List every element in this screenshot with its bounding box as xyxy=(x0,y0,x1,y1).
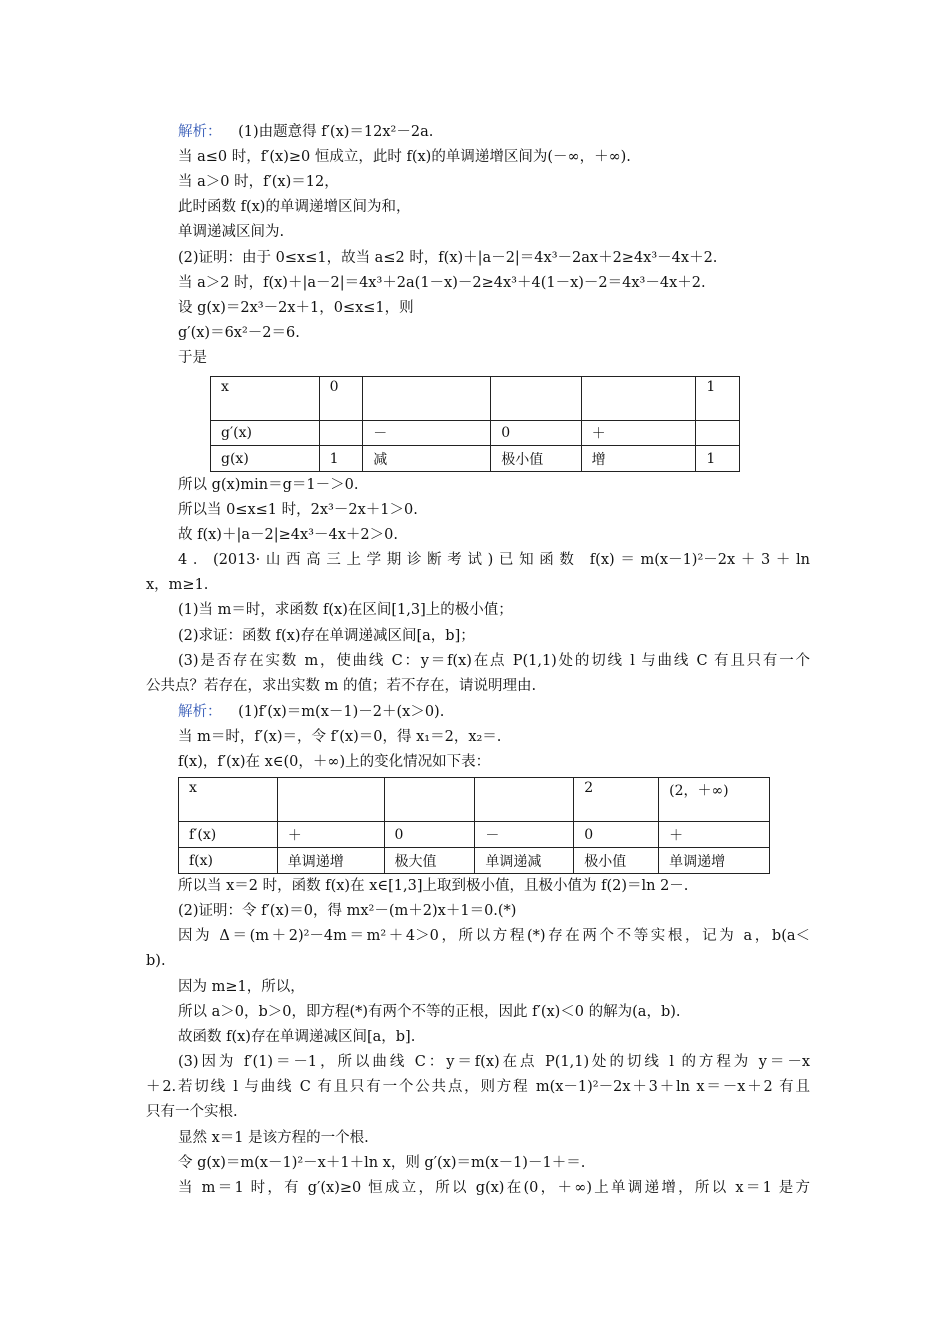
text-line: (2)证明：令 f′(x)＝0，得 mx²－(m＋2)x＋1＝0.(*) xyxy=(178,903,517,919)
text-line: 所以当 0≤x≤1 时，2x³－2x＋1＞0. xyxy=(178,502,418,518)
problem-statement: 4．(2013·山西高三上学期诊断考试)已知函数 f(x)＝m(x－1)²－2x＋3＋ln xyxy=(178,552,810,568)
table-row: g′(x) － 0 ＋ xyxy=(211,421,740,446)
text-line: 只有一个实根. xyxy=(146,1104,238,1120)
text-line: 显然 x＝1 是该方程的一个根. xyxy=(178,1130,369,1146)
text-line: 因为 Δ＝(m＋2)²－4m＝m²＋4＞0，所以方程(*)存在两个不等实根，记为 a，b(a＜ xyxy=(178,928,810,944)
text-line: 当 m＝时，f′(x)＝，令 f′(x)＝0，得 x₁＝2，x₂＝. xyxy=(178,729,502,745)
text-line: 因为 m≥1，所以， xyxy=(178,979,305,995)
text-line: (2)求证：函数 f(x)存在单调递减区间[a，b]； xyxy=(178,628,475,644)
text-line: 当 a≤0 时，f′(x)≥0 恒成立，此时 f(x)的单调递增区间为(－∞，＋∞). xyxy=(178,149,631,165)
text-line: 令 g(x)＝m(x－1)²－x＋1＋ln x，则 g′(x)＝m(x－1)－1＋＝. xyxy=(178,1155,586,1171)
solution-label: 解析： xyxy=(178,704,222,720)
text-line: (3)因为 f′(1)＝－1，所以曲线 C：y＝f(x)在点 P(1,1)处的切线 l 的方程为 y＝－x xyxy=(178,1054,810,1070)
text-line: 当 m＝1 时，有 g′(x)≥0 恒成立，所以 g(x)在(0，＋∞)上单调递增，所以 x＝1 是方 xyxy=(178,1180,810,1196)
text-line: (2)证明：由于 0≤x≤1，故当 a≤2 时，f(x)＋|a－2|＝4x³－2ax＋2≥4x³－4x＋2. xyxy=(178,250,718,266)
text-line: 所以当 x＝2 时，函数 f(x)在 x∈[1,3]上取到极小值，且极小值为 f(2)＝ln 2－. xyxy=(178,878,689,894)
text-line: 设 g(x)＝2x³－2x＋1，0≤x≤1，则 xyxy=(178,300,414,316)
text-line: 所以 g(x)min＝g＝1－＞0. xyxy=(178,477,359,493)
solution-line: 解析： (1)由题意得 f′(x)＝12x²－2a. xyxy=(178,124,434,140)
table-row: f′(x) ＋ 0 － 0 ＋ xyxy=(179,822,770,848)
solution-line: 解析： (1)f′(x)＝m(x－1)－2＋(x＞0). xyxy=(178,704,445,720)
text-line: 于是 xyxy=(178,350,207,366)
g-variation-table xyxy=(210,376,740,472)
text-line: ＋2.若切线 l 与曲线 C 有且只有一个公共点，则方程 m(x－1)²－2x＋3＋ln x＝－x＋2 有且 xyxy=(146,1079,810,1095)
text-line: f(x)，f′(x)在 x∈(0，＋∞)上的变化情况如下表： xyxy=(178,754,491,770)
table-row: x 2 (2，＋∞) xyxy=(179,778,770,822)
text-line: 公共点？若存在，求出实数 m 的值；若不存在，请说明理由. xyxy=(146,678,537,694)
text-line: 故 f(x)＋|a－2|≥4x³－4x＋2＞0. xyxy=(178,527,398,543)
f-variation-table xyxy=(178,777,770,874)
text-line: 所以 a＞0，b＞0，即方程(*)有两个不等的正根，因此 f′(x)＜0 的解为(a，b). xyxy=(178,1004,681,1020)
text-line: 当 a＞0 时，f′(x)＝12， xyxy=(178,174,339,190)
table-row: x 0 1 xyxy=(211,377,740,421)
text-line: b). xyxy=(146,953,166,969)
table-row: f(x) 单调递增 极大值 单调递减 极小值 单调递增 xyxy=(179,848,770,874)
text-line: x，m≥1. xyxy=(146,577,209,593)
text-line: (1)当 m＝时，求函数 f(x)在区间[1,3]上的极小值； xyxy=(178,602,513,618)
text-line: 故函数 f(x)存在单调递减区间[a，b]. xyxy=(178,1029,416,1045)
text-line: g′(x)＝6x²－2＝6. xyxy=(178,325,300,341)
text-line: 此时函数 f(x)的单调递增区间为和， xyxy=(178,199,411,215)
solution-label: 解析： xyxy=(178,124,222,140)
text-line: 单调递减区间为. xyxy=(178,224,285,240)
text-line: 当 a＞2 时，f(x)＋|a－2|＝4x³＋2a(1－x)－2≥4x³＋4(1－x)－2＝4x³－4x＋2. xyxy=(178,275,706,291)
text-line: (3)是否存在实数 m，使曲线 C：y＝f(x)在点 P(1,1)处的切线 l 与曲线 C 有且只有一个 xyxy=(178,653,810,669)
table-row: g(x) 1 减 极小值 增 1 xyxy=(211,446,740,472)
